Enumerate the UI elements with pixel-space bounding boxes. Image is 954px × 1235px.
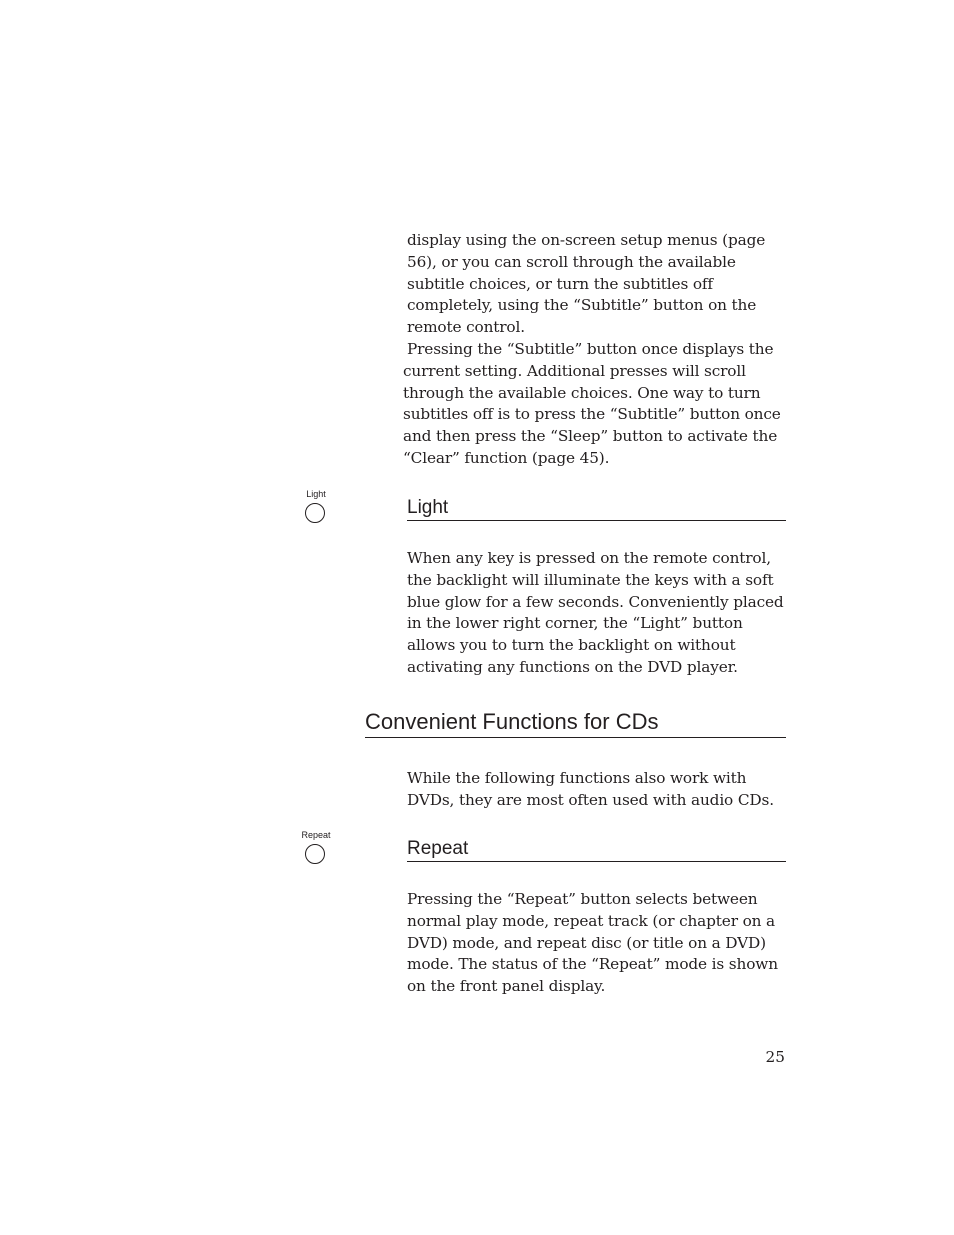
cd-functions-heading: Convenient Functions for CDs (365, 708, 786, 738)
page-number: 25 (765, 1048, 785, 1066)
repeat-button-icon (305, 844, 325, 864)
repeat-paragraph: Pressing the “Repeat” button selects between normal play mode, repeat track (or chapter on a DVD) mode, and repeat disc (or title on a DVD) mode. The status of the “Repeat” mode is shown on the front panel display. (407, 890, 778, 996)
light-paragraph: When any key is pressed on the remote control, the backlight will illuminate the keys with a soft blue glow for a few seconds. Conveniently placed in the lower right corner, the “Light” button allows you to turn the backlight on without activating any functions on the DVD player. (407, 549, 784, 676)
repeat-button-caption: Repeat (301, 830, 331, 840)
light-button-caption: Light (306, 489, 326, 499)
subtitle-paragraph: Pressing the “Subtitle” button once displays the current setting. Additional presses will scroll through the available choices. One way to turn subtitles off is to press the “Subtitle” button once and then press the “Sleep” button to activate the “Clear” function (page 45). (403, 340, 781, 467)
cd-functions-paragraph: While the following functions also work with DVDs, they are most often used with audio CDs. (407, 769, 774, 809)
repeat-heading: Repeat (407, 837, 786, 862)
light-button-icon (305, 503, 325, 523)
light-heading: Light (407, 496, 786, 521)
intro-paragraph: display using the on-screen setup menus (page 56), or you can scroll through the available subtitle choices, or turn the subtitles off completely, using the “Subtitle” button on the remote control. (407, 231, 766, 337)
